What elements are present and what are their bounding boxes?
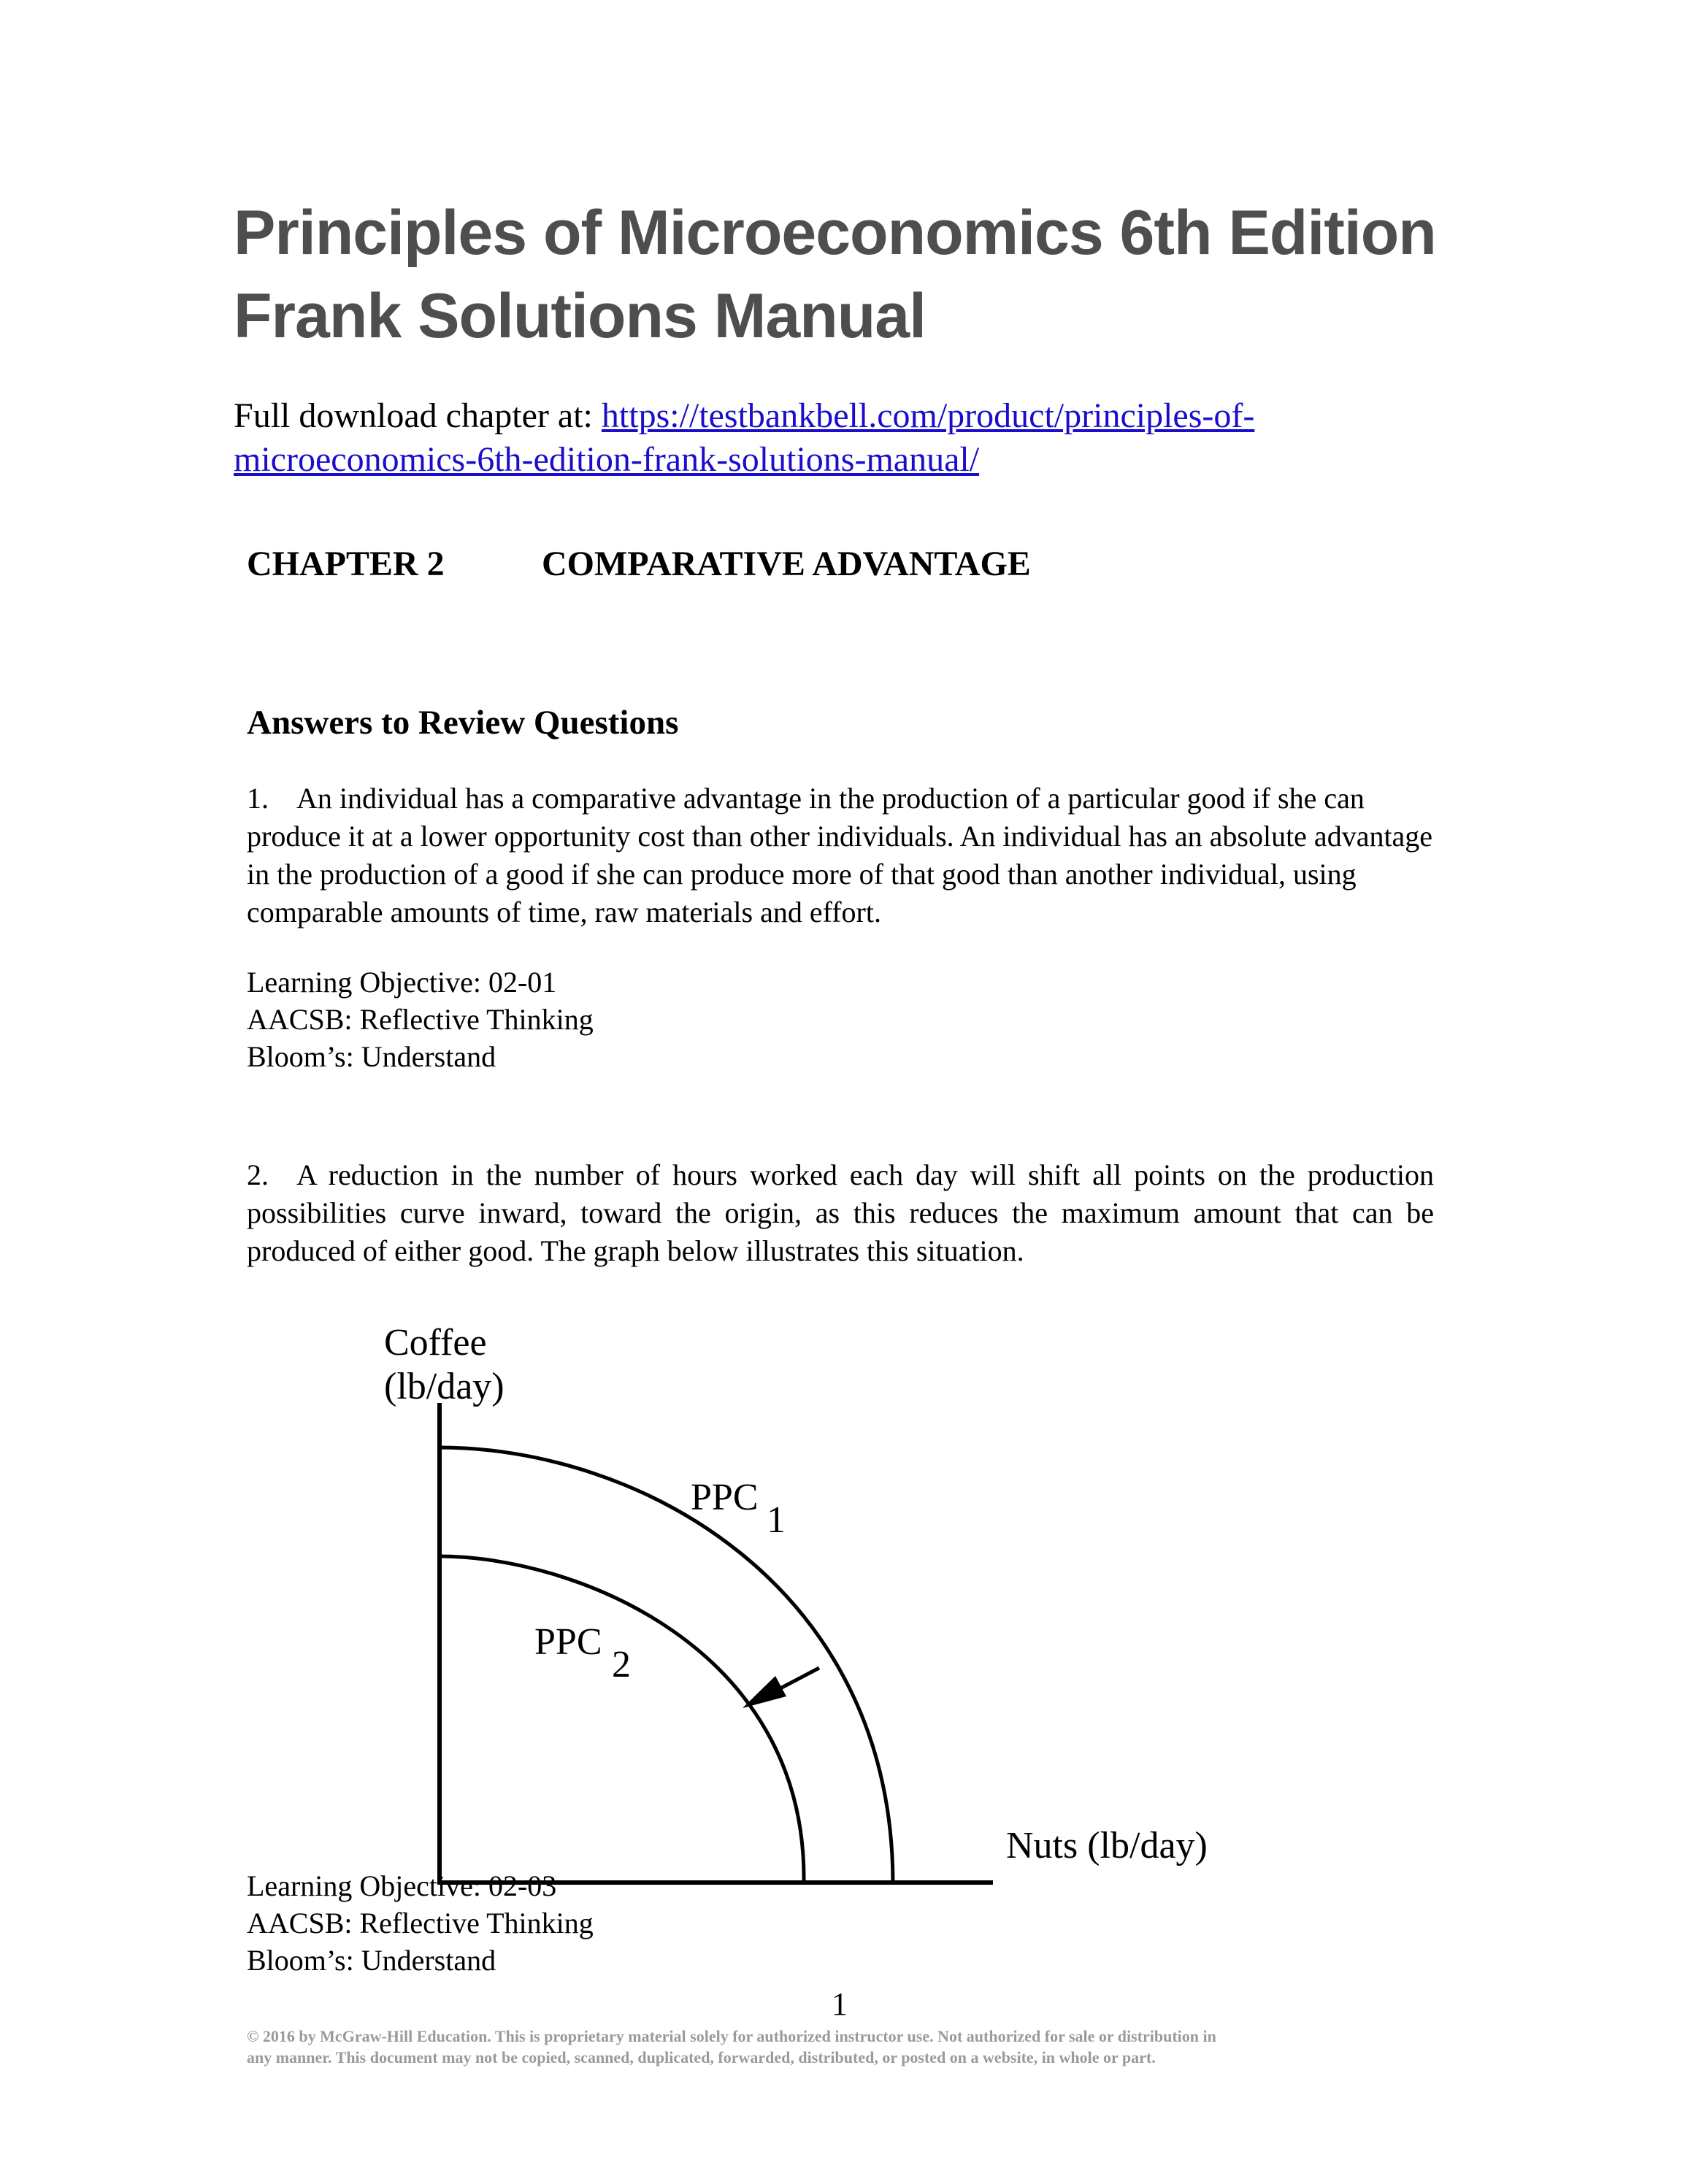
- page-number: 1: [832, 1986, 848, 2022]
- answer-2-metadata: [247, 1867, 594, 1979]
- y-axis-label-line1: Coffee: [384, 1322, 487, 1364]
- document-title-line1: Principles of Microeconomics 6th Edition: [234, 198, 1436, 268]
- download-link-line1: https://testbankbell.com/product/principles-of-: [601, 396, 1255, 435]
- ppc1-label: PPC: [691, 1477, 759, 1518]
- answer-2-blooms: Bloom’s: Understand: [247, 1944, 496, 1977]
- copyright-footer: [247, 2026, 1444, 2068]
- shift-arrow-head: [743, 1676, 786, 1708]
- answer-2-learning-objective: Learning Objective: 02-03: [247, 1869, 557, 1902]
- footer-line1: © 2016 by McGraw-Hill Education. This is proprietary material solely for authorized instructor use. Not authorized for sale or distribution in: [247, 2027, 1216, 2045]
- shift-arrow-shaft: [776, 1668, 819, 1691]
- chapter-title: COMPARATIVE ADVANTAGE: [542, 545, 1031, 583]
- chapter-number: CHAPTER 2: [247, 545, 445, 583]
- footer-line2: any manner. This document may not be copied, scanned, duplicated, forwarded, distributed, or posted on a website, in whole or part.: [247, 2048, 1156, 2066]
- ppc2-subscript: 2: [612, 1644, 631, 1685]
- answer-1-learning-objective: Learning Objective: 02-01: [247, 966, 557, 999]
- document-title-line2: Frank Solutions Manual: [234, 281, 926, 351]
- ppc2-curve: [440, 1556, 804, 1883]
- answer-1-number: 1.: [247, 782, 269, 815]
- answer-2-text: A reduction in the number of hours worked each day will shift all points on the production possibilities curve inward, toward the origin, as this reduces the maximum amount that can be produced of either good. The graph below illustrates this situation.: [247, 1158, 1434, 1267]
- x-axis-label: Nuts (lb/day): [1006, 1825, 1208, 1866]
- ppc1-subscript: 1: [767, 1499, 786, 1541]
- answer-1-blooms: Bloom’s: Understand: [247, 1040, 496, 1073]
- answer-1-aacsb: AACSB: Reflective Thinking: [247, 1003, 594, 1036]
- answer-2-number: 2.: [247, 1158, 269, 1191]
- ppc2-label: PPC: [534, 1621, 602, 1663]
- section-heading: Answers to Review Questions: [247, 704, 679, 742]
- answer-2-aacsb: AACSB: Reflective Thinking: [247, 1907, 594, 1939]
- download-prefix: Full download chapter at:: [234, 396, 602, 435]
- download-link-line2: microeconomics-6th-edition-frank-solutions-manual/: [234, 440, 980, 479]
- ppc1-curve: [440, 1447, 893, 1883]
- answer-1-text: An individual has a comparative advantage in the production of a particular good if she can produce it at a lower opportunity cost than other individuals. An individual has an absolute advantage in the production of a good if she can produce more of that good than another individual, using comparable amounts of time, raw materials and effort.: [247, 782, 1433, 928]
- y-axis-label-line2: (lb/day): [384, 1366, 505, 1407]
